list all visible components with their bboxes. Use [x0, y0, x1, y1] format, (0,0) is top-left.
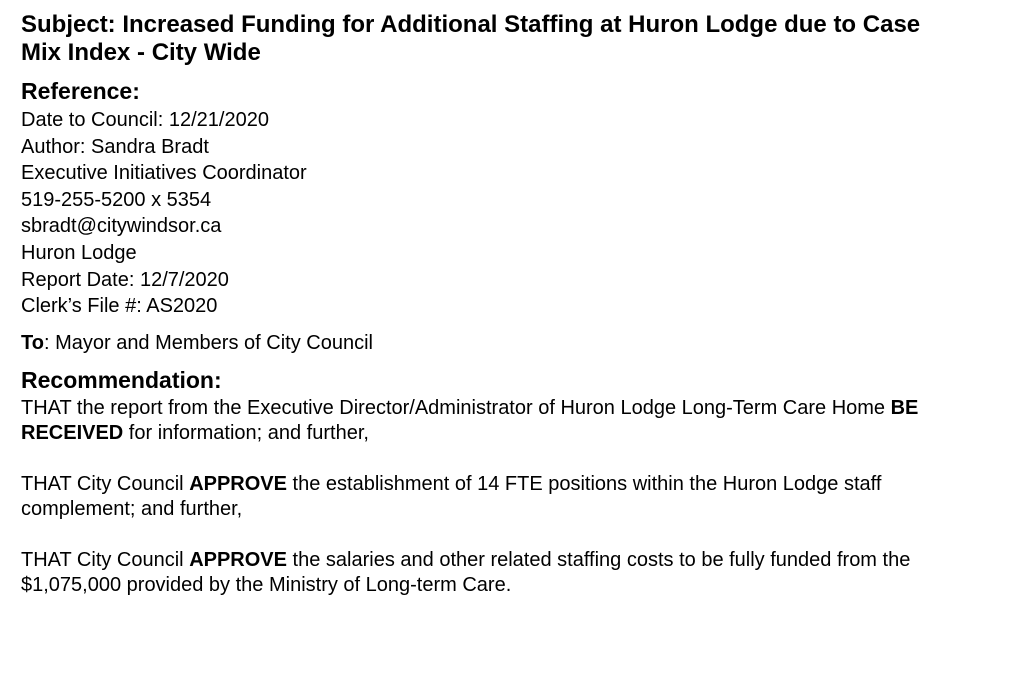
recommendation-text: THAT City Council — [21, 472, 190, 495]
to-line — [21, 330, 1024, 356]
to-recipients: : Mayor and Members of City Council — [43, 331, 373, 354]
recommendation-action: BE RECEIVED — [21, 396, 919, 444]
to-label: To — [21, 331, 44, 354]
reference-heading: Reference: — [21, 78, 140, 104]
author-email: sbradt@citywindsor.ca — [21, 215, 222, 238]
recommendation-text: THAT City Council — [21, 548, 190, 571]
report-date: Report Date: 12/7/2020 — [21, 268, 229, 291]
recommendation-paragraph — [21, 396, 921, 446]
recommendation-action: APPROVE — [189, 548, 287, 571]
recommendation-text: for information; and further, — [123, 421, 369, 444]
reference-details — [21, 107, 1024, 320]
clerks-file-number: Clerk’s File #: AS2020 — [21, 295, 218, 318]
date-to-council: Date to Council: 12/21/2020 — [21, 109, 269, 131]
recommendation-paragraph — [21, 548, 921, 598]
recommendation-text: THAT the report from the Executive Director/Administrator of Huron Lodge Long-Term Care Home — [21, 396, 891, 419]
author-phone: 519-255-5200 x 5354 — [21, 188, 212, 211]
department: Huron Lodge — [21, 241, 137, 264]
author-title: Executive Initiatives Coordinator — [21, 162, 307, 185]
recommendation-text: the establishment of 14 FTE positions within the Huron Lodge staff complement; and further, — [21, 472, 882, 520]
recommendation-text: the salaries and other related staffing costs to be fully funded from the $1,075,000 provided by the Ministry of Long-term Care. — [21, 548, 911, 596]
recommendation-action: APPROVE — [189, 472, 287, 495]
author: Author: Sandra Bradt — [21, 135, 209, 158]
subject-heading: Subject: Increased Funding for Additional Staffing at Huron Lodge due to Case Mix Index - City Wide — [21, 11, 921, 66]
recommendation-heading: Recommendation: — [21, 366, 222, 393]
recommendation-paragraph — [21, 472, 921, 522]
